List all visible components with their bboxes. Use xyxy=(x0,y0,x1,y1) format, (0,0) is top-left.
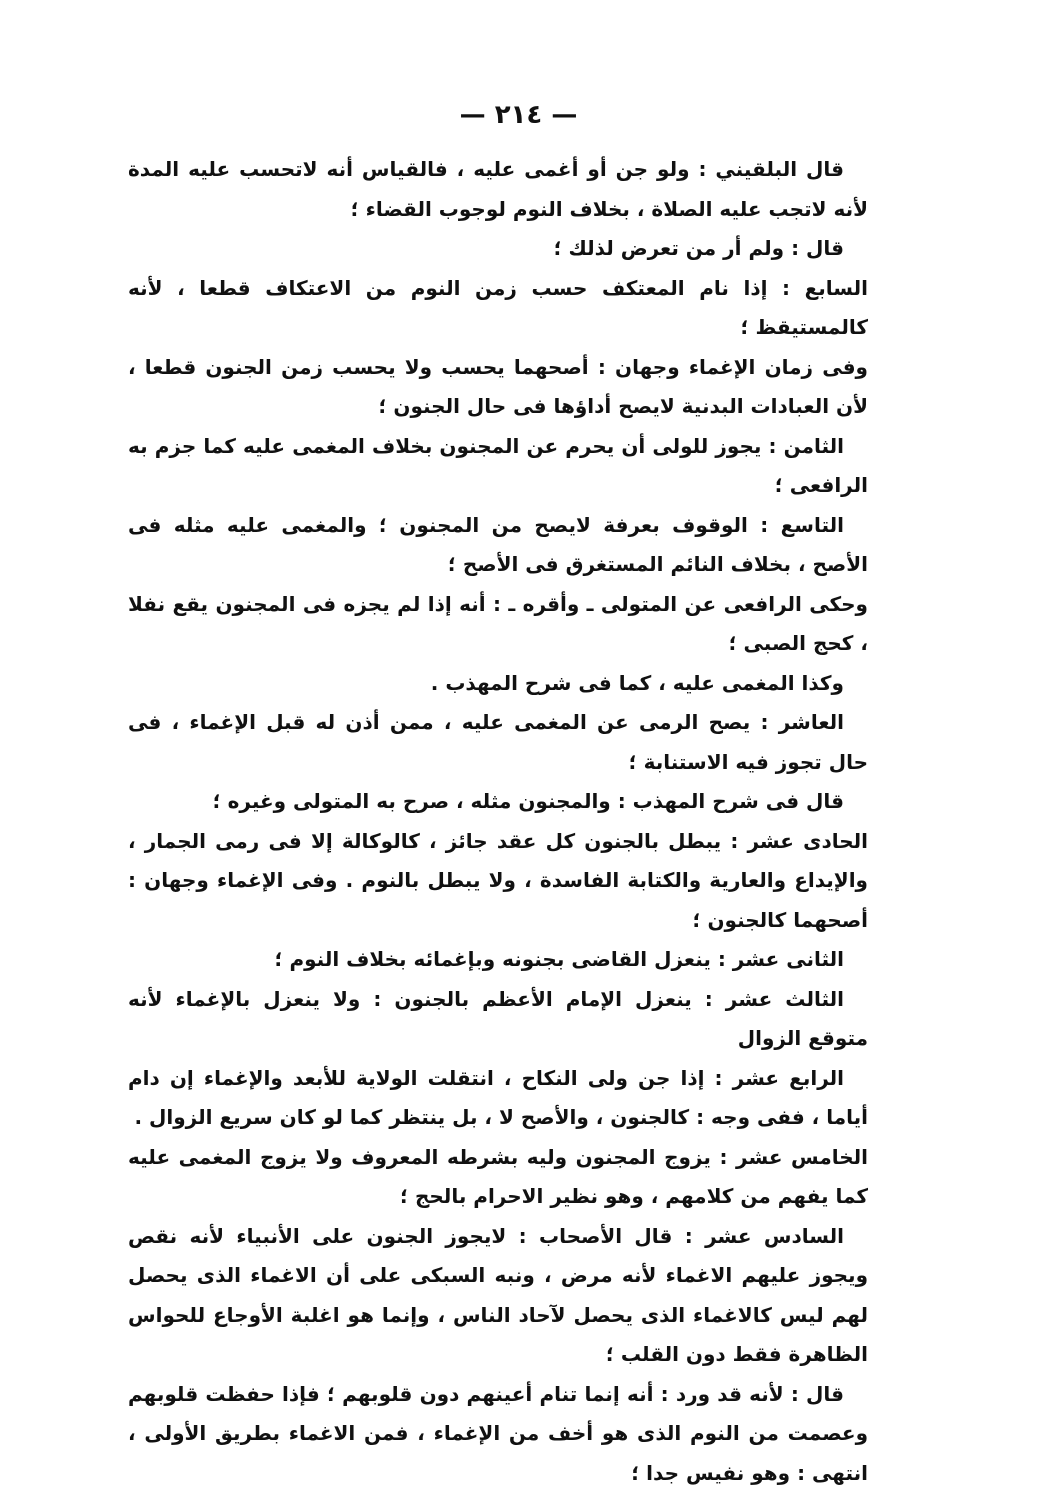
paragraph: الثامن : يجوز للولى أن يحرم عن المجنون بخلاف المغمى عليه كما جزم به الرافعى ؛ xyxy=(128,427,868,506)
paragraph: الخامس عشر : يزوج المجنون وليه بشرطه المعروف ولا يزوج المغمى عليه كما يفهم من كلامهم ، وهو نظير الاحرام بالحج ؛ xyxy=(128,1138,868,1217)
paragraph: الثانى عشر : ينعزل القاضى بجنونه وبإغمائه بخلاف النوم ؛ xyxy=(128,940,868,980)
page-number: — ٢١٤ — xyxy=(0,100,1037,130)
paragraph: السادس عشر : قال الأصحاب : لايجوز الجنون على الأنبياء لأنه نقص ويجوز عليهم الاغماء لأنه مرض ، ونبه السبكى على أن الاغماء الذى يحصل لهم ليس كالاغماء الذى يحصل لآحاد الناس ، وإنما هو اغلبة الأوجاع للحواس الظاهرة فقط دون القلب ؛ xyxy=(128,1217,868,1375)
paragraph: قال البلقيني : ولو جن أو أغمى عليه ، فالقياس أنه لاتحسب عليه المدة لأنه لاتجب عليه الصلاة ، بخلاف النوم لوجوب القضاء ؛ xyxy=(128,150,868,229)
paragraph: الرابع عشر : إذا جن ولى النكاح ، انتقلت الولاية للأبعد والإغماء إن دام أياما ، ففى وجه : كالجنون ، والأصح لا ، بل ينتظر كما لو كان سريع الزوال . xyxy=(128,1059,868,1138)
paragraph: وحكى الرافعى عن المتولى ـ وأقره ـ : أنه إذا لم يجزه فى المجنون يقع نفلا ، كحج الصبى ؛ xyxy=(128,585,868,664)
paragraph: وكذا المغمى عليه ، كما فى شرح المهذب . xyxy=(128,664,868,704)
paragraph: وفى زمان الإغماء وجهان : أصحهما يحسب ولا يحسب زمن الجنون قطعا ، لأن العبادات البدنية لايصح أداؤها فى حال الجنون ؛ xyxy=(128,348,868,427)
paragraph: السابع : إذا نام المعتكف حسب زمن النوم من الاعتكاف قطعا ، لأنه كالمستيقظ ؛ xyxy=(128,269,868,348)
paragraph: الثالث عشر : ينعزل الإمام الأعظم بالجنون : ولا ينعزل بالإغماء لأنه متوقع الزوال xyxy=(128,980,868,1059)
paragraph: التاسع : الوقوف بعرفة لايصح من المجنون ؛ والمغمى عليه مثله فى الأصح ، بخلاف النائم المستغرق فى الأصح ؛ xyxy=(128,506,868,585)
paragraph: الحادى عشر : يبطل بالجنون كل عقد جائز ، كالوكالة إلا فى رمى الجمار ، والإيداع والعارية والكتابة الفاسدة ، ولا يبطل بالنوم . وفى الإغماء وجهان : أصحهما كالجنون ؛ xyxy=(128,822,868,941)
paragraph: قال فى شرح المهذب : والمجنون مثله ، صرح به المتولى وغيره ؛ xyxy=(128,782,868,822)
paragraph: قال : ولم أر من تعرض لذلك ؛ xyxy=(128,229,868,269)
body-text xyxy=(128,150,868,1493)
paragraph: العاشر : يصح الرمى عن المغمى عليه ، ممن أذن له قبل الإغماء ، فى حال تجوز فيه الاستنابة ؛ xyxy=(128,703,868,782)
paragraph: قال : لأنه قد ورد : أنه إنما تنام أعينهم دون قلوبهم ؛ فإذا حفظت قلوبهم وعصمت من النوم الذى هو أخف من الإغماء ، فمن الاغماء بطريق الأولى ، انتهى : وهو نفيس جدا ؛ xyxy=(128,1375,868,1493)
